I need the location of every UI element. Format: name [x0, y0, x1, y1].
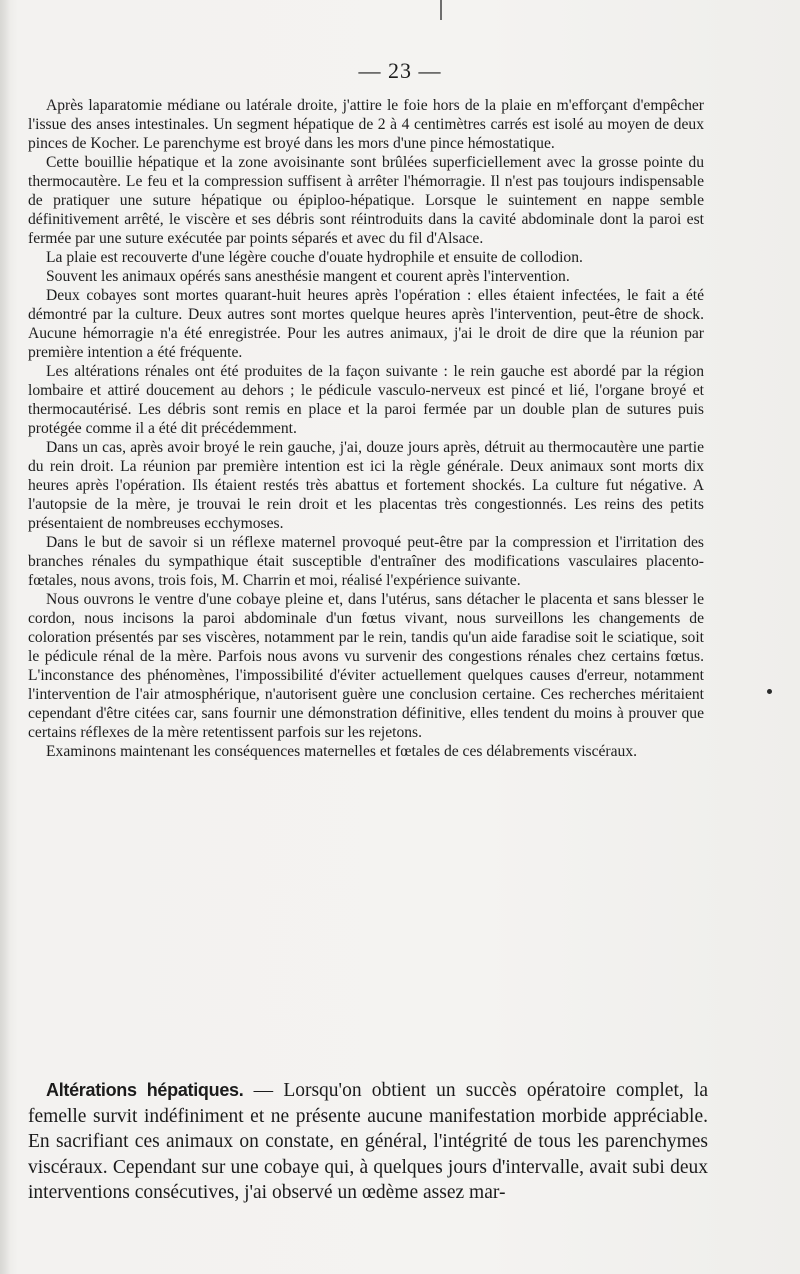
binding-shadow — [0, 0, 10, 1274]
paragraph-thermocautere: Cette bouillie hépatique et la zone avoisinante sont brûlées superficiellement avec la grosse pointe du thermocautère. Le feu et la compression suffisent à arrêter l'hémorragie. Il n'est pas toujours indispensable de pratiquer une suture hépatique ou épiploo-hépatique. Lorsque le suintement en nappe semble définitivement arrêté, le viscère et ses débris sont réintroduits dans la cavité abdominale dont la paroi est fermée par une suture exécutée par points séparés et avec du fil d'Alsace. — [28, 154, 704, 247]
paragraph-laparatomie: Après laparatomie médiane ou latérale droite, j'attire le foie hors de la plaie en m'efforçant d'empêcher l'issue des anses intestinales. Un segment hépatique de 2 à 4 centimètres carrés est isolé au moyen de deux pinces de Kocher. Le parenchyme est broyé dans les mors d'une pince hémostatique. — [28, 97, 704, 152]
page-number: — 23 — — [358, 58, 442, 83]
paragraph-alterations-renales: Les altérations rénales ont été produites de la façon suivante : le rein gauche est abordé par la région lombaire et attiré doucement au dehors ; le pédicule vasculo-nerveux est pincé et lié, l'organe broyé et thermocautérisé. Les débris sont remis en place et la paroi fermée par un double plan de sutures puis protégée comme il a été dit précédemment. — [28, 363, 704, 437]
section-alterations-hepatiques — [28, 1078, 708, 1206]
paragraph-reflexe-maternel: Dans le but de savoir si un réflexe maternel provoqué peut-être par la compression et l'irritation des branches rénales du sympathique était susceptible d'entraîner des modifications vasculaires placento-fœtales, nous avons, trois fois, M. Charrin et moi, réalisé l'expérience suivante. — [28, 534, 704, 589]
margin-dot — [767, 689, 772, 694]
section-heading: Altérations hépatiques. — [46, 1080, 244, 1100]
scan-mark — [440, 0, 442, 20]
paragraph-consequences: Examinons maintenant les conséquences maternelles et fœtales de ces délabrements viscéraux. — [46, 743, 638, 760]
paragraph-rein-droit: Dans un cas, après avoir broyé le rein gauche, j'ai, douze jours après, détruit au thermocautère une partie du rein droit. La réunion par première intention est ici la règle générale. Deux animaux sont morts dix heures après l'opération. Ils étaient restés très abattus et fortement shockés. La culture fut négative. A l'autopsie de la mère, je trouvai le rein droit et les placentas très congestionnés. Les reins des petits présentaient de nombreuses ecchymoses. — [28, 439, 704, 532]
paragraph-experience: Nous ouvrons le ventre d'une cobaye pleine et, dans l'utérus, sans détacher le placenta et sans blesser le cordon, nous incisons la paroi abdominale d'un fœtus vivant, nous surveillons les changements de coloration présentés par ses viscères, notamment par le rein, tandis qu'un aide faradise soit le sciatique, soit le pédicule rénal de la mère. Parfois nous avons vu survenir des congestions rénales chez certains fœtus. L'inconstance des phénomènes, l'impossibilité d'éviter actuellement quelques causes d'erreur, notamment l'intervention de l'air atmosphérique, n'autorisent guère une conclusion certaine. Ces recherches méritaient cependant d'être citées car, sans fournir une démonstration définitive, elles tendent du moins à prouver que certains réflexes de la mère retentissent parfois sur les rejetons. — [28, 591, 704, 741]
paragraph-anesthesie: Souvent les animaux opérés sans anesthésie mangent et courent après l'intervention. — [46, 268, 570, 285]
section-text: — Lorsqu'on obtient un succès opératoire complet, la femelle survit indéfiniment et ne présente aucune manifestation morbide appréciable. En sacrifiant ces animaux on constate, en général, l'intégrité de tous les parenchymes viscéraux. Cependant sur une cobaye qui, à quelques jours d'intervalle, avait subi deux interventions consécutives, j'ai observé un œdème assez mar- — [28, 1080, 709, 1203]
paragraph-plaie: La plaie est recouverte d'une légère couche d'ouate hydrophile et ensuite de collodion. — [46, 249, 583, 266]
paragraph-cobayes-mortes: Deux cobayes sont mortes quarant-huit heures après l'opération : elles étaient infectées, le fait a été démontré par la culture. Deux autres sont mortes quelque heures après l'intervention, peut-être de shock. Aucune hémorragie n'a été enregistrée. Pour les autres animaux, j'ai le droit de dire que la réunion par première intention a été fréquente. — [28, 287, 704, 361]
body-text — [28, 96, 704, 761]
section-paragraph — [28, 1078, 708, 1206]
